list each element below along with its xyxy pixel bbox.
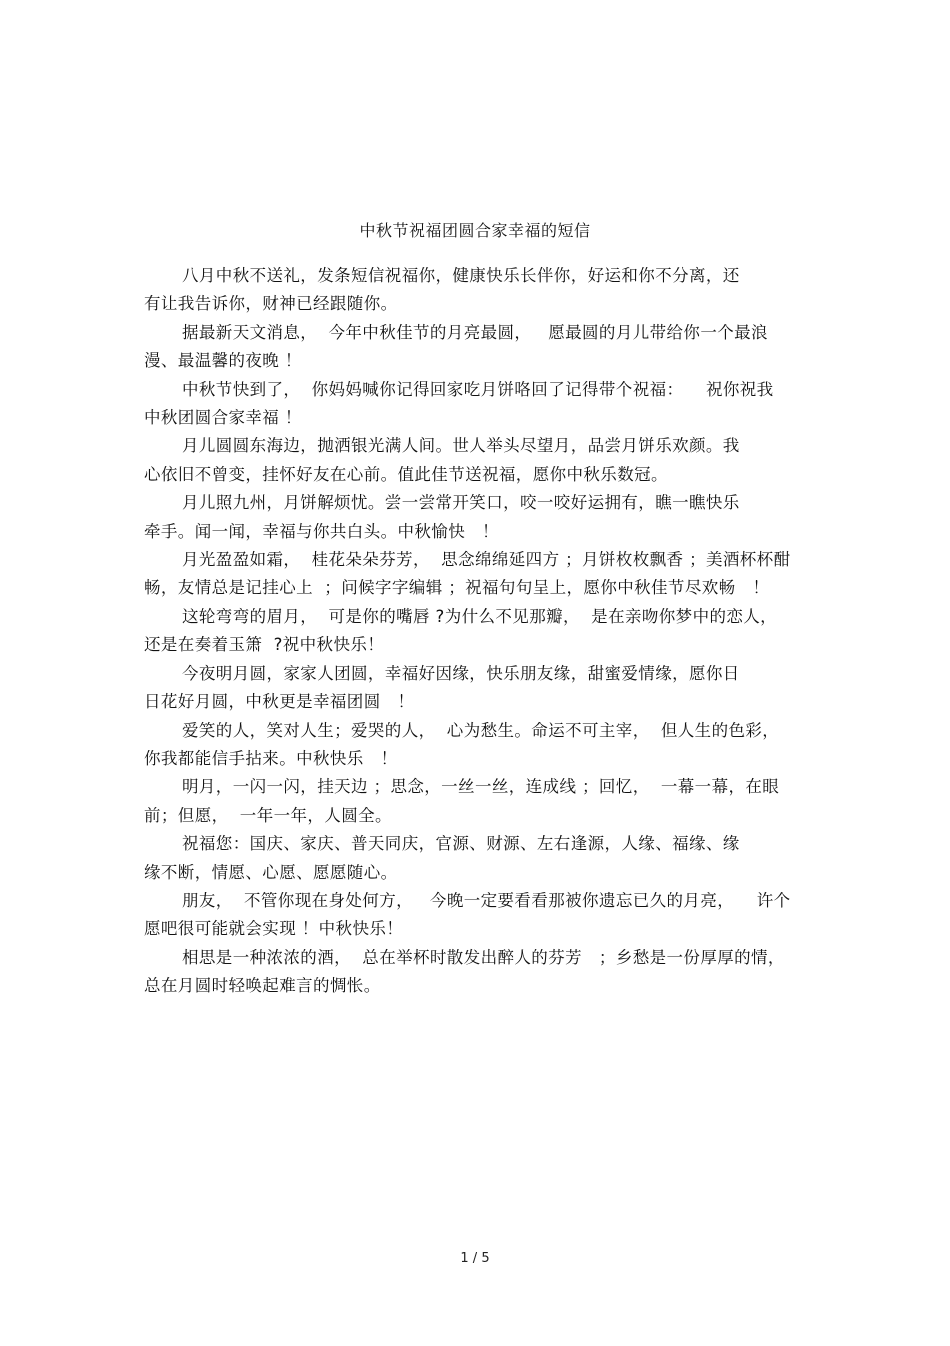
paragraph	[144, 262, 808, 319]
paragraph-line: 中秋节快到了， 你妈妈喊你记得回家吃月饼咯回了记得带个祝福： 祝你祝我	[182, 379, 774, 399]
paragraph-line: 心依旧不曾变，挂怀好友在心前。值此佳节送祝福，愿你中秋乐数冠。	[144, 464, 668, 484]
paragraph-line: 今夜明月圆，家家人团圆，幸福好因缘，快乐朋友缘，甜蜜爱情缘，愿你日	[182, 663, 740, 683]
paragraph-line: 相思是一种浓浓的酒， 总在举杯时散发出醉人的芬芳 ；乡愁是一份厚厚的情，	[182, 947, 785, 967]
paragraph-line: 有让我告诉你，财神已经跟随你。	[144, 294, 398, 314]
paragraph-line: 你我都能信手拈来。中秋快乐 ！	[144, 748, 398, 768]
paragraph-line: 月光盈盈如霜， 桂花朵朵芬芳， 思念绵绵延四方 ；月饼枚枚飘香 ；美酒杯杯酣	[182, 550, 791, 570]
paragraph	[144, 319, 808, 376]
paragraph-line: 前；但愿， 一年一年，人圆全。	[144, 805, 392, 825]
paragraph	[144, 944, 808, 1001]
paragraph-line: 爱笑的人，笑对人生；爱哭的人， 心为愁生。命运不可主宰， 但人生的色彩，	[182, 720, 780, 740]
paragraph-line: 愿吧很可能就会实现 ！中秋快乐！	[144, 919, 404, 939]
paragraph-line: 还是在奏着玉箫 ?祝中秋快乐！	[144, 635, 385, 655]
document-title: 中秋节祝福团圆合家幸福的短信	[359, 221, 591, 240]
paragraph-line: 漫、最温馨的夜晚 ！	[144, 351, 302, 371]
paragraph	[144, 887, 808, 944]
paragraph	[144, 660, 808, 717]
paragraph-line: 朋友， 不管你现在身处何方， 今晚一定要看看那被你遗忘已久的月亮， 许个	[182, 890, 791, 910]
page-number: 1 / 5	[460, 1251, 490, 1266]
paragraph-line: 月儿照九州，月饼解烦忧。尝一尝常开笑口，咬一咬好运拥有，瞧一瞧快乐	[182, 493, 740, 513]
paragraph-line: 八月中秋不送礼，发条短信祝福你，健康快乐长伴你，好运和你不分离，还	[182, 266, 740, 285]
paragraph	[144, 546, 808, 603]
paragraph	[144, 432, 808, 489]
paragraph-line: 这轮弯弯的眉月， 可是你的嘴唇 ?为什么不见那瓣， 是在亲吻你梦中的恋人，	[182, 606, 778, 626]
paragraph	[144, 717, 808, 774]
paragraph	[144, 773, 808, 830]
paragraph-line: 牵手。闻一闻，幸福与你共白头。中秋愉快 ！	[144, 521, 499, 541]
paragraph-line: 据最新天文消息， 今年中秋佳节的月亮最圆， 愿最圆的月儿带给你一个最浪	[182, 322, 768, 342]
paragraph-line: 明月，一闪一闪，挂天边 ；思念，一丝一丝，连成线 ；回忆， 一幕一幕，在眼	[182, 777, 780, 797]
paragraph-line: 月儿圆圆东海边，抛洒银光满人间。世人举头尽望月，品尝月饼乐欢颜。我	[182, 436, 740, 456]
paragraph-line: 中秋团圆合家幸福 ！	[144, 408, 302, 428]
paragraph-line: 缘不断，情愿、心愿、愿愿随心。	[144, 862, 398, 882]
document-body	[144, 262, 808, 1001]
paragraph-line: 总在月圆时轻唤起难言的惆怅。	[144, 976, 381, 996]
paragraph	[144, 376, 808, 433]
paragraph-line: 畅，友情总是记挂心上 ；问候字字编辑 ；祝福句句呈上，愿你中秋佳节尽欢畅 ！	[144, 578, 770, 598]
paragraph	[144, 489, 808, 546]
paragraph	[144, 830, 808, 887]
paragraph	[144, 603, 808, 660]
paragraph-line: 祝福您：国庆、家庆、普天同庆，官源、财源、左右逢源，人缘、福缘、缘	[182, 834, 740, 854]
paragraph-line: 日花好月圆，中秋更是幸福团圆 ！	[144, 692, 415, 712]
